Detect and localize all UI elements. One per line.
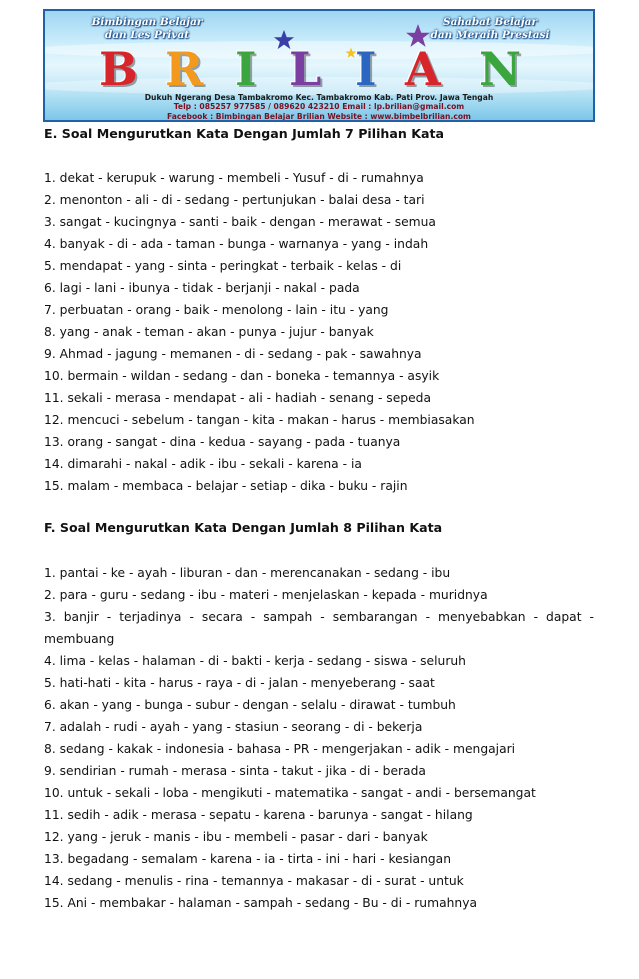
question-item: 13. orang - sangat - dina - kedua - sayang - pada - tuanya <box>44 435 401 449</box>
brand-letter: A <box>405 42 441 96</box>
question-item: 9. sendirian - rumah - merasa - sinta - takut - jika - di - berada <box>44 764 426 778</box>
question-item: 11. sekali - merasa - mendapat - ali - hadiah - senang - sepeda <box>44 391 431 405</box>
tagline-left-line: Bimbingan Belajar <box>91 16 203 28</box>
section-f-title: F. Soal Mengurutkan Kata Dengan Jumlah 8 Pilihan Kata <box>44 520 443 535</box>
brand-letter: I <box>355 42 377 96</box>
question-item: 8. sedang - kakak - indonesia - bahasa - PR - mengerjakan - adik - mengajari <box>44 742 516 756</box>
question-item: 8. yang - anak - teman - akan - punya - jujur - banyak <box>44 325 374 339</box>
tagline-left-line: dan Les Privat <box>104 29 190 41</box>
contact-telephone: Telp : 085257 977585 / 089620 423210 Email : lp.brilian@gmail.com <box>173 102 465 111</box>
question-item: 14. dimarahi - nakal - adik - ibu - sekali - karena - ia <box>44 457 362 471</box>
brand-letter: L <box>289 42 322 96</box>
brand-letter: I <box>235 42 257 96</box>
tagline-right <box>425 16 555 42</box>
tagline-left <box>87 16 207 42</box>
question-item: 15. malam - membaca - belajar - setiap - dika - buku - rajin <box>44 479 408 493</box>
question-item: 1. dekat - kerupuk - warung - membeli - Yusuf - di - rumahnya <box>44 171 424 185</box>
question-item: 5. hati-hati - kita - harus - raya - di - jalan - menyeberang - saat <box>44 676 435 690</box>
question-item: 12. mencuci - sebelum - tangan - kita - makan - harus - membiasakan <box>44 413 475 427</box>
question-item: 6. lagi - lani - ibunya - tidak - berjanji - nakal - pada <box>44 281 360 295</box>
tagline-right-line: Sahabat Belajar <box>443 16 537 28</box>
question-item: 9. Ahmad - jagung - memanen - di - sedang - pak - sawahnya <box>44 347 422 361</box>
header-banner <box>43 9 595 122</box>
question-item: 15. Ani - membakar - halaman - sampah - sedang - Bu - di - rumahnya <box>44 896 478 910</box>
brand-logo <box>99 42 549 96</box>
question-item: 1. pantai - ke - ayah - liburan - dan - merencanakan - sedang - ibu <box>44 566 451 580</box>
contact-facebook-website: Facebook : Bimbingan Belajar Brilian Website : www.bimbelbrilian.com <box>167 112 471 121</box>
question-item: 5. mendapat - yang - sinta - peringkat - terbaik - kelas - di <box>44 259 402 273</box>
question-item: 3. banjir - terjadinya - secara - sampah - sembarangan - menyebabkan - dapat - <box>44 610 594 624</box>
question-item: 10. bermain - wildan - sedang - dan - boneka - temannya - asyik <box>44 369 440 383</box>
section-e-title: E. Soal Mengurutkan Kata Dengan Jumlah 7 Pilihan Kata <box>44 126 444 141</box>
question-item: 6. akan - yang - bunga - subur - dengan - selalu - dirawat - tumbuh <box>44 698 456 712</box>
contact-address: Dukuh Ngerang Desa Tambakromo Kec. Tambakromo Kab. Pati Prov. Jawa Tengah <box>144 93 494 102</box>
question-item: 7. adalah - rudi - ayah - yang - stasiun - seorang - di - bekerja <box>44 720 423 734</box>
question-item: 4. lima - kelas - halaman - di - bakti - kerja - sedang - siswa - seluruh <box>44 654 466 668</box>
question-item: 7. perbuatan - orang - baik - menolong - lain - itu - yang <box>44 303 389 317</box>
question-item: 3. sangat - kucingnya - santi - baik - dengan - merawat - semua <box>44 215 436 229</box>
question-item: 4. banyak - di - ada - taman - bunga - warnanya - yang - indah <box>44 237 429 251</box>
question-item: 2. menonton - ali - di - sedang - pertunjukan - balai desa - tari <box>44 193 425 207</box>
brand-letter: R <box>165 42 204 96</box>
question-item: 14. sedang - menulis - rina - temannya - makasar - di - surat - untuk <box>44 874 464 888</box>
question-item: 12. yang - jeruk - manis - ibu - membeli - pasar - dari - banyak <box>44 830 428 844</box>
question-item-continuation: membuang <box>44 632 115 646</box>
brand-letter: B <box>99 42 138 96</box>
question-item: 10. untuk - sekali - loba - mengikuti - matematika - sangat - andi - bersemangat <box>44 786 536 800</box>
brand-letter: N <box>479 42 522 96</box>
tagline-right-line: dan Meraih Prestasi <box>430 29 550 41</box>
question-item: 2. para - guru - sedang - ibu - materi - menjelaskan - kepada - muridnya <box>44 588 488 602</box>
question-item: 13. begadang - semalam - karena - ia - tirta - ini - hari - kesiangan <box>44 852 452 866</box>
question-item: 11. sedih - adik - merasa - sepatu - karena - barunya - sangat - hilang <box>44 808 473 822</box>
